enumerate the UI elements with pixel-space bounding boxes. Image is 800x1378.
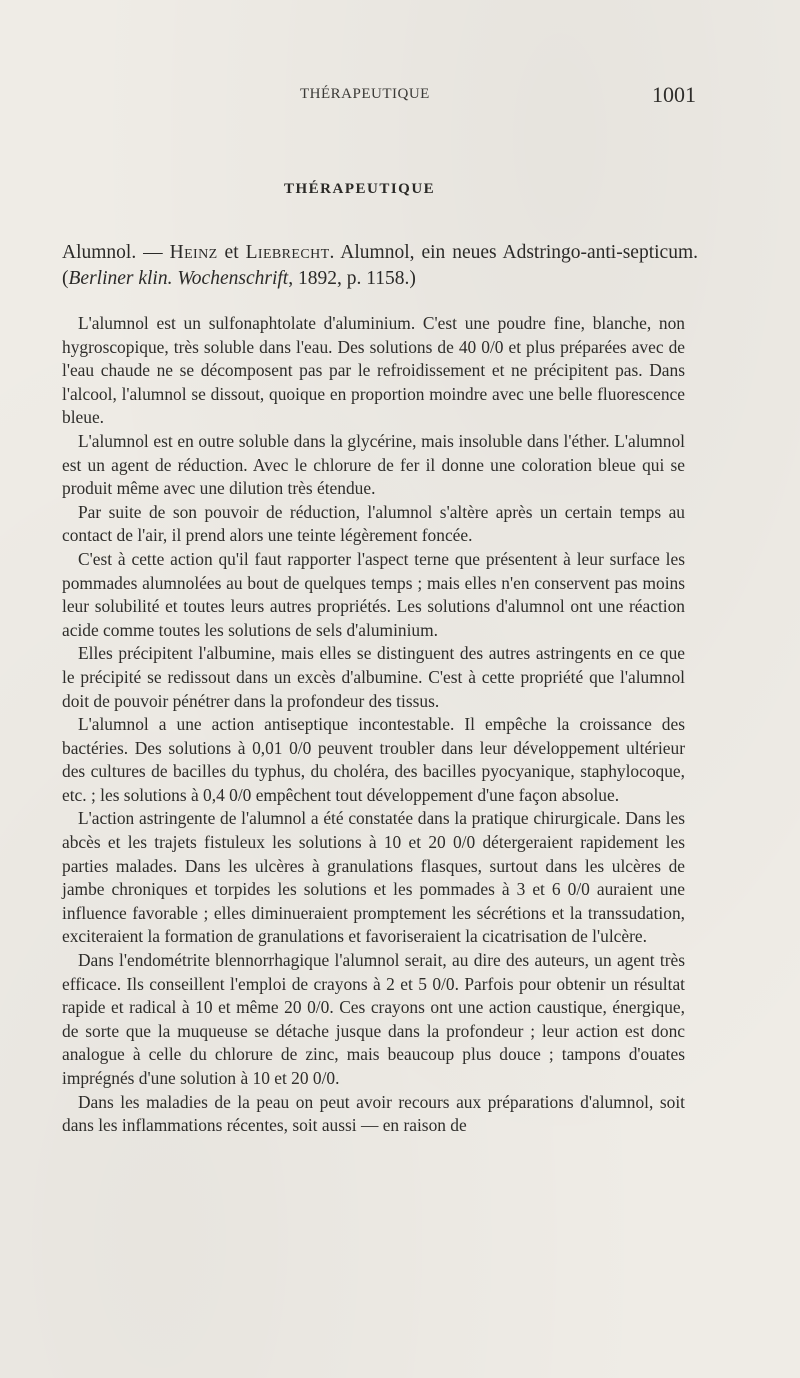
article-body bbox=[62, 312, 685, 1138]
paragraph: L'alumnol a une action antiseptique incontestable. Il empêche la croissance des bactéries. Des solutions à 0,01 0/0 peuvent troubler dans leur développement ultérieur des cultures de bacilles du typhus, du choléra, des bacilles pyocyanique, staphylocoque, etc. ; les solutions à 0,4 0/0 empêchent tout développement d'une façon absolue. bbox=[62, 714, 685, 805]
paragraph: Dans les maladies de la peau on peut avoir recours aux préparations d'alumnol, soit dans les inflammations récentes, soit aussi — en raison de bbox=[62, 1091, 685, 1136]
entry-conjunction: et bbox=[217, 242, 246, 263]
paragraph: Dans l'endométrite blennorrhagique l'alumnol serait, au dire des auteurs, un agent très efficace. Ils conseillent l'emploi de crayons à 2 et 5 0/0. Parfois pour obtenir un résultat rapide et radical à 10 et même 20 0/0. Ces crayons ont une action caustique, énergique, de sorte que la muqueuse se détache jusque dans la profondeur ; leur action est donc analogue à celle du chlorure de zinc, mais beaucoup plus douce ; tampons d'ouates imprégnés d'une solution à 10 et 20 0/0. bbox=[62, 950, 685, 1088]
entry-author-2: Liebrecht bbox=[245, 242, 330, 263]
paragraph: C'est à cette action qu'il faut rapporter l'aspect terne que présentent à leur surface les pommades alumnolées au bout de quelques temps ; mais elles n'en conservent pas moins leur solubilité et toutes leurs autres propriétés. Les solutions d'alumnol ont une réaction acide comme toutes les solutions de sels d'aluminium. bbox=[62, 548, 685, 640]
entry-title: . Alumnol, ein neues Adstringo-anti-septicum. ( bbox=[62, 242, 698, 289]
section-title: THÉRAPEUTIQUE bbox=[284, 181, 436, 197]
running-head: THÉRAPEUTIQUE bbox=[300, 86, 430, 102]
entry-dash: — bbox=[136, 242, 170, 263]
paragraph: L'action astringente de l'alumnol a été constatée dans la pratique chirurgicale. Dans les abcès et les trajets fistuleux les solutions à 10 et 20 0/0 détergeraient rapidement les parties malades. Dans les ulcères à granulations flasques, surtout dans les ulcères de jambe chroniques et torpides les solutions et les pommades à 3 et 6 0/0 auraient une influence favorable ; elles diminueraient promptement les sécrétions et la transsudation, exciteraient la formation de granulations et favoriseraient la cicatrisation de l'ulcère. bbox=[62, 808, 685, 947]
entry-keyword: Alumnol. bbox=[62, 242, 137, 263]
paragraph: Par suite de son pouvoir de réduction, l'alumnol s'altère après un certain temps au contact de l'air, il prend alors une teinte légèrement foncée. bbox=[62, 501, 685, 546]
paragraph: L'alumnol est en outre soluble dans la glycérine, mais insoluble dans l'éther. L'alumnol est un agent de réduction. Avec le chlorure de fer il donne une coloration bleue qui se produit même avec une dilution très étendue. bbox=[62, 430, 685, 499]
paragraph: Elles précipitent l'albumine, mais elles se distinguent des autres astringents en ce que le précipité se redissout dans un excès d'albumine. C'est à cette propriété que l'alumnol doit de pouvoir pénétrer dans la profondeur des tissus. bbox=[62, 643, 685, 711]
entry-heading bbox=[62, 240, 698, 292]
page-number: 1001 bbox=[652, 82, 696, 107]
entry-citation: , 1892, p. 1158.) bbox=[288, 268, 416, 289]
entry-journal: Berliner klin. Wochenschrift bbox=[68, 268, 289, 289]
paragraph: L'alumnol est un sulfonaphtolate d'aluminium. C'est une poudre fine, blanche, non hygroscopique, très soluble dans l'eau. Des solutions de 40 0/0 et plus préparées avec de l'eau chaude ne se décomposent pas par le refroidissement et ne précipitent pas. Dans l'alcool, l'alumnol se dissout, quoique en proportion moindre avec une belle fluorescence bleue. bbox=[62, 313, 685, 428]
entry-author-1: Heinz bbox=[169, 242, 218, 263]
